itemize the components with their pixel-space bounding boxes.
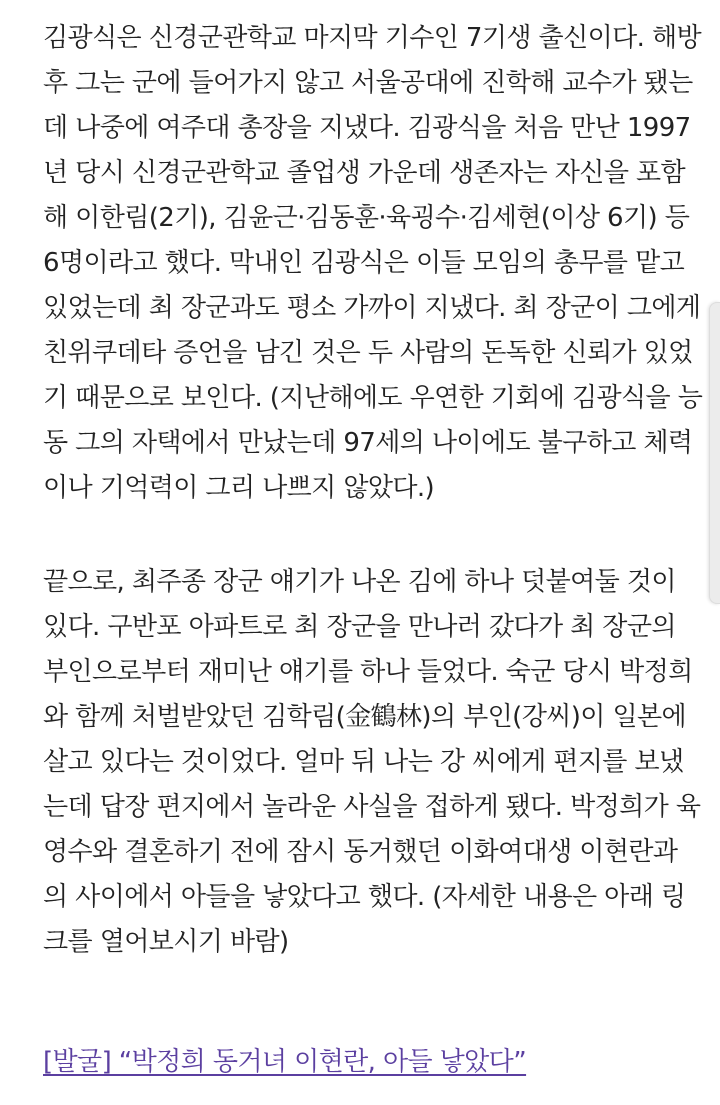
text-line: 끝으로, 최주종 장군 얘기가 나온 김에 하나 덧붙여둘 것이 [43,567,676,597]
text-line: 년 당시 신경군관학교 졸업생 가운데 생존자는 자신을 포함 [43,158,686,188]
paragraph-2 [43,560,700,965]
text-line: 있었는데 최 장군과도 평소 가까이 지냈다. 최 장군이 그에게 [43,293,701,323]
text-line: 친위쿠데타 증언을 남긴 것은 두 사람의 돈독한 신뢰가 있었 [43,338,693,368]
text-line: 기 때문으로 보인다. (지난해에도 우연한 기회에 김광식을 능 [43,383,703,413]
text-line: 데 나중에 여주대 총장을 지냈다. 김광식을 처음 만난 1997 [43,113,691,143]
text-line: 김광식은 신경군관학교 마지막 기수인 7기생 출신이다. 해방 [43,23,701,53]
scroll-handle[interactable] [709,302,720,604]
text-line: 동 그의 자택에서 만났는데 97세의 나이에도 불구하고 체력 [43,428,693,458]
text-line: 부인으로부터 재미난 얘기를 하나 들었다. 숙군 당시 박정희 [43,657,693,687]
related-link-container [43,1040,526,1085]
text-line: 해 이한림(2기), 김윤근·김동훈·육굉수·김세현(이상 6기) 등 [43,203,690,233]
related-article-link[interactable]: [발굴] “박정희 동거녀 이현란, 아들 낳았다” [43,1047,527,1077]
text-line: 6명이라고 했다. 막내인 김광식은 이들 모임의 총무를 맡고 [43,248,685,278]
text-line: 있다. 구반포 아파트로 최 장군을 만나러 갔다가 최 장군의 [43,612,676,642]
text-line: 크를 열어보시기 바람) [43,927,289,957]
text-line: 는데 답장 편지에서 놀라운 사실을 접하게 됐다. 박정희가 육 [43,792,701,822]
text-line: 영수와 결혼하기 전에 잠시 동거했던 이화여대생 이현란과 [43,837,678,867]
text-line: 이나 기억력이 그리 나쁘지 않았다.) [43,473,435,503]
text-line: 후 그는 군에 들어가지 않고 서울공대에 진학해 교수가 됐는 [43,68,693,98]
text-line: 와 함께 처벌받았던 김학림(金鶴林)의 부인(강씨)이 일본에 [43,702,687,732]
text-line: 살고 있다는 것이었다. 얼마 뒤 나는 강 씨에게 편지를 보냈 [43,747,684,777]
paragraph-1 [43,16,702,511]
text-line: 의 사이에서 아들을 낳았다고 했다. (자세한 내용은 아래 링 [43,882,686,912]
